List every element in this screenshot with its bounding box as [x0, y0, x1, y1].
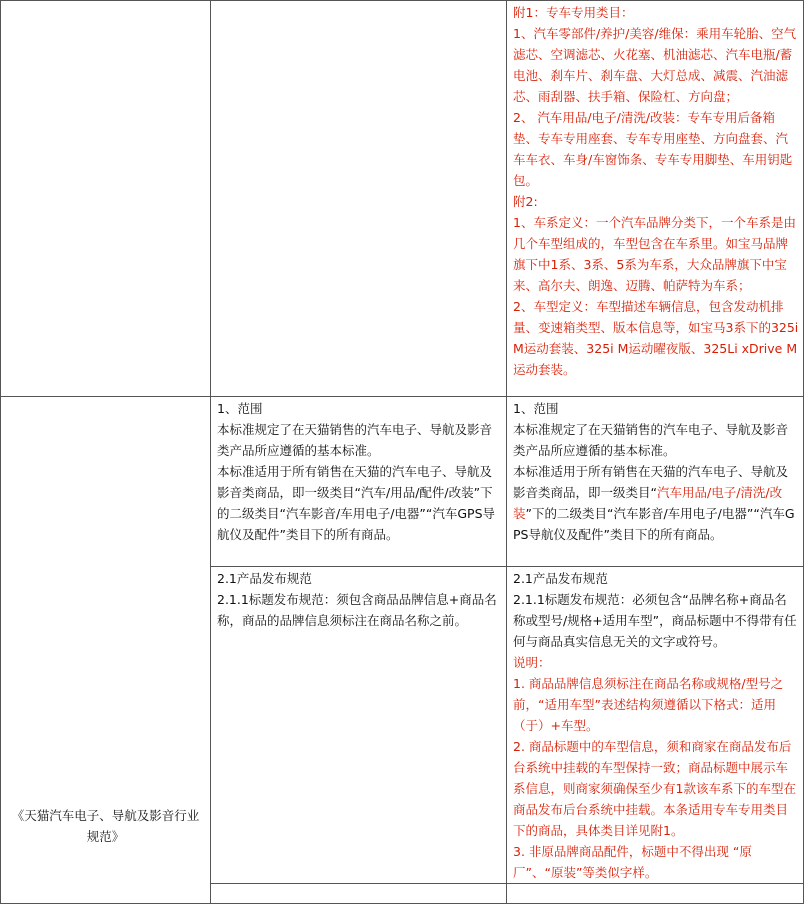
scope-old-cell — [211, 397, 507, 567]
publish-new-note-title: 说明： — [513, 655, 551, 670]
empty-cell — [1, 1, 211, 397]
standard-name-cell — [1, 397, 211, 904]
appendix2-def2: 2、车型定义：车型描述车辆信息，包含发动机排量、变速箱类型、版本信息等，如宝马3系下的325i M运动套装、325i M运动曜夜版、325Li xDrive M运动套装。 — [513, 299, 803, 377]
scope-new-cell — [507, 397, 804, 567]
empty-cell — [507, 884, 804, 904]
publish-new-note2: 2. 商品标题中的车型信息，须和商家在商品发布后台系统中挂载的车型保持一致；商品标题中展示车系信息，则商家须确保至少有1款该车系下的车型在商品发布后台系统中挂载。本条适用专车专用类目下的商品，具体类目详见附1。 — [513, 739, 796, 838]
publish-new-cell — [507, 567, 804, 884]
scope-new-line1: 本标准规定了在天猫销售的汽车电子、导航及影音类产品所应遵循的基本标准。 — [513, 422, 789, 458]
appendix1-item1: 1、汽车零部件/养护/美容/维保：乘用车轮胎、空气滤芯、空调滤芯、火花塞、机油滤芯、汽车电瓶/蓄电池、刹车片、刹车盘、大灯总成、减震、汽油滤芯、雨刮器、扶手箱、保险杠、方向盘； — [513, 26, 797, 104]
table-row — [1, 397, 804, 567]
appendix2-title: 附2: — [513, 194, 538, 209]
publish-old-cell — [211, 567, 507, 884]
scope-new-line2-a: 本标准适用于所有销售在天猫的汽车电子、导航及影音类商品，即一级类目“ — [513, 464, 789, 500]
empty-cell — [211, 884, 507, 904]
standard-name: 《天猫汽车电子、导航及影音行业规范》 — [11, 808, 200, 844]
appendix1-title: 附1：专车专用类目： — [513, 5, 634, 20]
publish-new-note1: 1. 商品品牌信息须标注在商品名称或规格/型号之前，“适用车型”表述结构须遵循以下格式：适用（于）+车型。 — [513, 676, 784, 733]
publish-old-rule: 2.1.1标题发布规范：须包含商品品牌信息+商品名称，商品的品牌信息须标注在商品名称之前。 — [217, 592, 497, 628]
scope-new-category-highlight: 汽车用品/电子/清洗/改装 — [513, 485, 783, 521]
scope-old-heading: 1、范围 — [217, 401, 263, 416]
scope-old-line2: 本标准适用于所有销售在天猫的汽车电子、导航及影音类商品，即一级类目“汽车/用品/配件/改装”下的二级类目“汽车影音/车用电子/电器”“汽车GPS导航仪及配件”类目下的所有商品。 — [217, 464, 496, 542]
table-row — [1, 1, 804, 397]
publish-new-heading: 2.1产品发布规范 — [513, 571, 608, 586]
scope-new-heading: 1、范围 — [513, 401, 559, 416]
publish-new-rule: 2.1.1标题发布规范：必须包含“品牌名称+商品名称或型号/规格+适用车型”，商品标题中不得带有任何与商品真实信息无关的文字或符号。 — [513, 592, 797, 649]
publish-new-note3: 3. 非原品牌商品配件，标题中不得出现 “原厂”、“原装”等类似字样。 — [513, 844, 752, 880]
appendix1-item2: 2、 汽车用品/电子/清洗/改装：专车专用后备箱垫、专车专用座套、专车专用座垫、方向盘套、汽车车衣、车身/车窗饰条、专车专用脚垫、车用钥匙包。 — [513, 110, 793, 188]
appendix2-def1: 1、车系定义：一个汽车品牌分类下，一个车系是由几个车型组成的，车型包含在车系里。如宝马品牌旗下中1系、3系、5系为车系，大众品牌旗下中宝来、高尔夫、朗逸、迈腾、帕萨特为车系； — [513, 215, 796, 293]
appendix-cell — [507, 1, 804, 397]
publish-old-heading: 2.1产品发布规范 — [217, 571, 312, 586]
scope-old-line1: 本标准规定了在天猫销售的汽车电子、导航及影音类产品所应遵循的基本标准。 — [217, 422, 493, 458]
scope-new-line2-b: ”下的二级类目“汽车影音/车用电子/电器”“汽车GPS导航仪及配件”类目下的所有商品。 — [513, 506, 795, 542]
scope-new-line2 — [513, 461, 799, 545]
empty-cell — [211, 1, 507, 397]
